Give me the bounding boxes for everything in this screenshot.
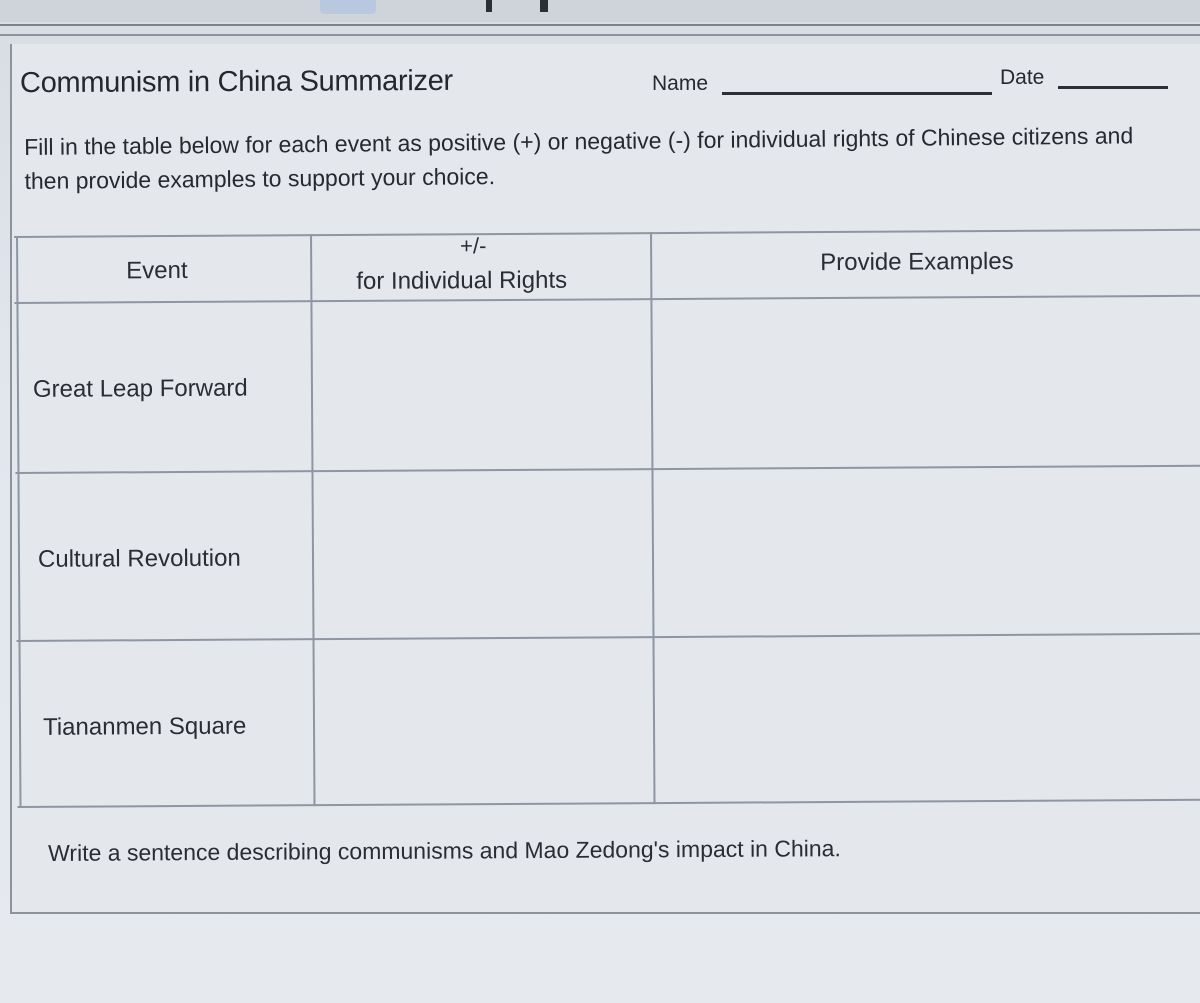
- table-border-left: [16, 236, 21, 808]
- examples-cell-row-2[interactable]: [655, 469, 1200, 634]
- dark-mark: [540, 0, 548, 12]
- event-tiananmen-square: Tiananmen Square: [42, 712, 247, 741]
- top-rule-secondary: [0, 34, 1200, 36]
- date-field[interactable]: [1058, 86, 1168, 89]
- examples-cell-row-3[interactable]: [657, 637, 1200, 800]
- examples-cell-row-1[interactable]: [654, 299, 1199, 466]
- dark-mark: [486, 0, 492, 12]
- table-border-top: [14, 229, 1200, 238]
- event-cultural-revolution: Cultural Revolution: [37, 544, 241, 573]
- summary-table: [14, 225, 1200, 808]
- date-label: Date: [1000, 66, 1045, 89]
- instructions-text: Fill in the table below for each event as positive (+) or negative (-) for individual rights of Chinese citizens and then provide examples to support your choice.: [24, 122, 1134, 194]
- sentence-prompt: Write a sentence describing communisms and Mao Zedong's impact in China.: [48, 835, 841, 866]
- rating-cell-row-1[interactable]: [314, 302, 649, 468]
- rating-cell-row-2[interactable]: [315, 472, 650, 636]
- name-label: Name: [652, 72, 709, 95]
- top-rule: [0, 24, 1200, 26]
- event-great-leap-forward: Great Leap Forward: [32, 374, 248, 403]
- top-edge-strip: [0, 0, 1200, 22]
- worksheet-title: Communism in China Summarizer: [19, 64, 453, 100]
- toolbar-button: [320, 0, 376, 14]
- header-rating-label: for Individual Rights: [356, 266, 568, 295]
- header-rating-symbol: +/-: [460, 233, 487, 259]
- header-event: Event: [126, 256, 188, 285]
- rating-cell-row-3[interactable]: [317, 640, 652, 802]
- name-field[interactable]: [722, 92, 992, 95]
- header-examples: Provide Examples: [820, 247, 1014, 277]
